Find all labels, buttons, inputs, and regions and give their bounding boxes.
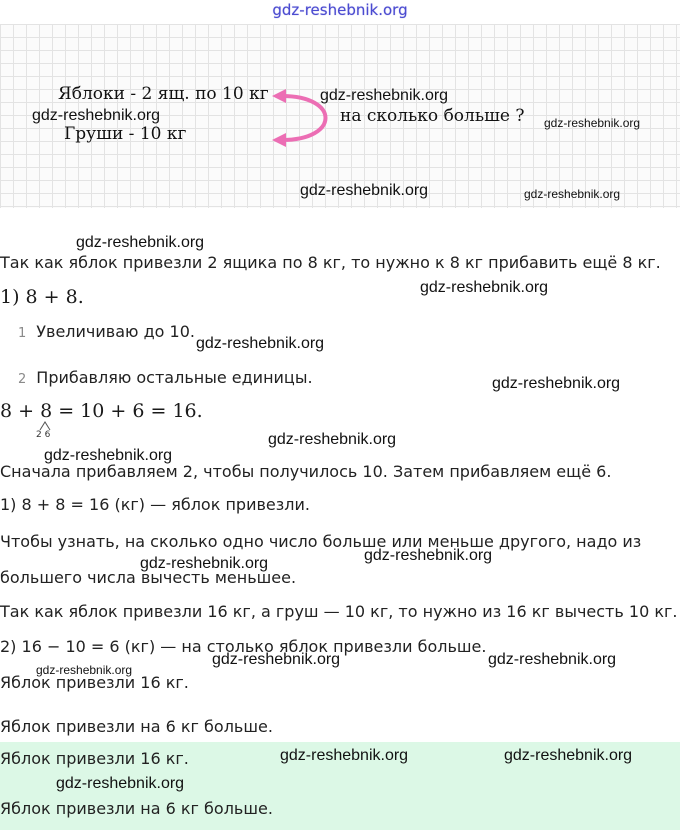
watermark: gdz-reshebnik.org bbox=[524, 187, 621, 201]
intro-text: Так как яблок привезли 2 ящика по 8 кг, то нужно к 8 кг прибавить ещё 8 кг. bbox=[0, 253, 661, 272]
notebook-image bbox=[0, 24, 680, 208]
rule-line-1: Чтобы узнать, на сколько одно число больше или меньше другого, надо из bbox=[0, 532, 642, 551]
result1: 1) 8 + 8 = 16 (кг) — яблок привезли. bbox=[0, 495, 310, 514]
watermark: gdz-reshebnik.org bbox=[76, 234, 205, 251]
rule-line-2: большего числа вычесть меньшее. bbox=[0, 568, 297, 587]
intro2-text: Так как яблок привезли 16 кг, а груш — 10 кг, то нужно из 16 кг вычесть 10 кг. bbox=[0, 602, 678, 621]
watermark: gdz-reshebnik.org bbox=[212, 651, 341, 668]
watermark: gdz-reshebnik.org bbox=[36, 663, 133, 677]
answer-line-2: Яблок привезли на 6 кг больше. bbox=[0, 717, 273, 736]
substep-1 bbox=[18, 322, 195, 341]
watermark: gdz-reshebnik.org bbox=[504, 747, 633, 764]
watermark: gdz-reshebnik.org bbox=[488, 651, 617, 668]
header-watermark: gdz-reshebnik.org bbox=[272, 1, 408, 19]
explanation-text: Сначала прибавляем 2, чтобы получилось 10. Затем прибавляем ещё 6. bbox=[0, 462, 612, 481]
calculation: 8 + 8 = 10 + 6 = 16. bbox=[0, 400, 203, 422]
apples-condition: Яблоки - 2 ящ. по 10 кг bbox=[58, 84, 269, 104]
answer-box-line-2: Яблок привезли на 6 кг больше. bbox=[0, 799, 273, 818]
answer-box-line-1: Яблок привезли 16 кг. bbox=[0, 749, 189, 768]
watermark: gdz-reshebnik.org bbox=[56, 775, 185, 792]
watermark: gdz-reshebnik.org bbox=[364, 547, 493, 564]
substep-2 bbox=[18, 368, 313, 387]
watermark: gdz-reshebnik.org bbox=[268, 431, 397, 448]
pears-condition: Груши - 10 кг bbox=[64, 124, 187, 144]
watermark: gdz-reshebnik.org bbox=[492, 375, 621, 392]
substep-number: 1 bbox=[18, 326, 27, 341]
watermark: gdz-reshebnik.org bbox=[320, 87, 449, 104]
watermark: gdz-reshebnik.org bbox=[544, 116, 641, 130]
step1-expression: 1) 8 + 8. bbox=[0, 286, 84, 308]
watermark: gdz-reshebnik.org bbox=[32, 107, 161, 124]
substep-text: Увеличиваю до 10. bbox=[36, 322, 195, 341]
decomposition: 2 6 bbox=[36, 430, 51, 440]
watermark: gdz-reshebnik.org bbox=[300, 182, 429, 199]
answer-line-1: Яблок привезли 16 кг. bbox=[0, 673, 189, 692]
substep-number: 2 bbox=[18, 372, 27, 387]
watermark: gdz-reshebnik.org bbox=[280, 747, 409, 764]
watermark: gdz-reshebnik.org bbox=[44, 447, 173, 464]
substep-text: Прибавляю остальные единицы. bbox=[36, 368, 313, 387]
watermark: gdz-reshebnik.org bbox=[196, 335, 325, 352]
watermark: gdz-reshebnik.org bbox=[140, 555, 269, 572]
question-text: на сколько больше ? bbox=[340, 106, 525, 126]
result2: 2) 16 − 10 = 6 (кг) — на столько яблок привезли больше. bbox=[0, 637, 487, 656]
watermark: gdz-reshebnik.org bbox=[420, 279, 549, 296]
